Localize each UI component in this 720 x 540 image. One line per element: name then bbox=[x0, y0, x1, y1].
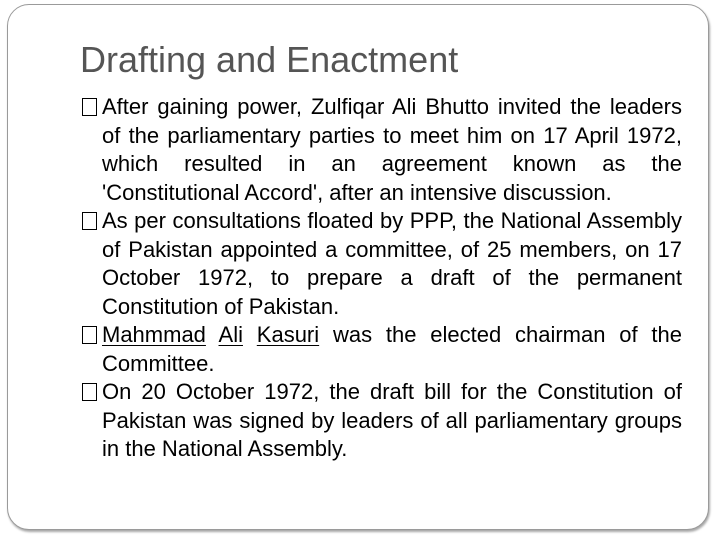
bullet-item-chairman bbox=[82, 321, 682, 378]
square-bullet-icon bbox=[82, 326, 97, 344]
bullet-text: On 20 October 1972, the draft bill for the Constitution of Pakistan was signed by leaders of all parliamentary groups in the National Assembly. bbox=[102, 379, 682, 461]
bullet-item-accord bbox=[82, 93, 682, 207]
chairman-name-first: Mahmmad bbox=[102, 322, 206, 347]
bullet-item-committee bbox=[82, 207, 682, 321]
chairman-name-last: Kasuri bbox=[256, 322, 320, 347]
square-bullet-icon bbox=[82, 212, 97, 230]
slide-title: Drafting and Enactment bbox=[80, 39, 459, 80]
bullet-text: After gaining power, Zulfiqar Ali Bhutto invited the leaders of the parliamentary parties to meet him on 17 April 1972, which resulted in an agreement known as the 'Constitutional Accord', after an intensive discussion. bbox=[102, 94, 682, 205]
square-bullet-icon bbox=[82, 383, 97, 401]
bullet-text: As per consultations floated by PPP, the National Assembly of Pakistan appointed a committee, of 25 members, on 17 October 1972, to prepare a draft of the permanent Constitution of Pakistan. bbox=[102, 208, 682, 319]
bullet-list bbox=[82, 93, 682, 464]
square-bullet-icon bbox=[82, 98, 97, 116]
bullet-text: was the elected chairman of the Committee. bbox=[102, 322, 683, 376]
bullet-item-draft-signed bbox=[82, 378, 682, 464]
chairman-name-middle: Ali bbox=[218, 322, 243, 347]
